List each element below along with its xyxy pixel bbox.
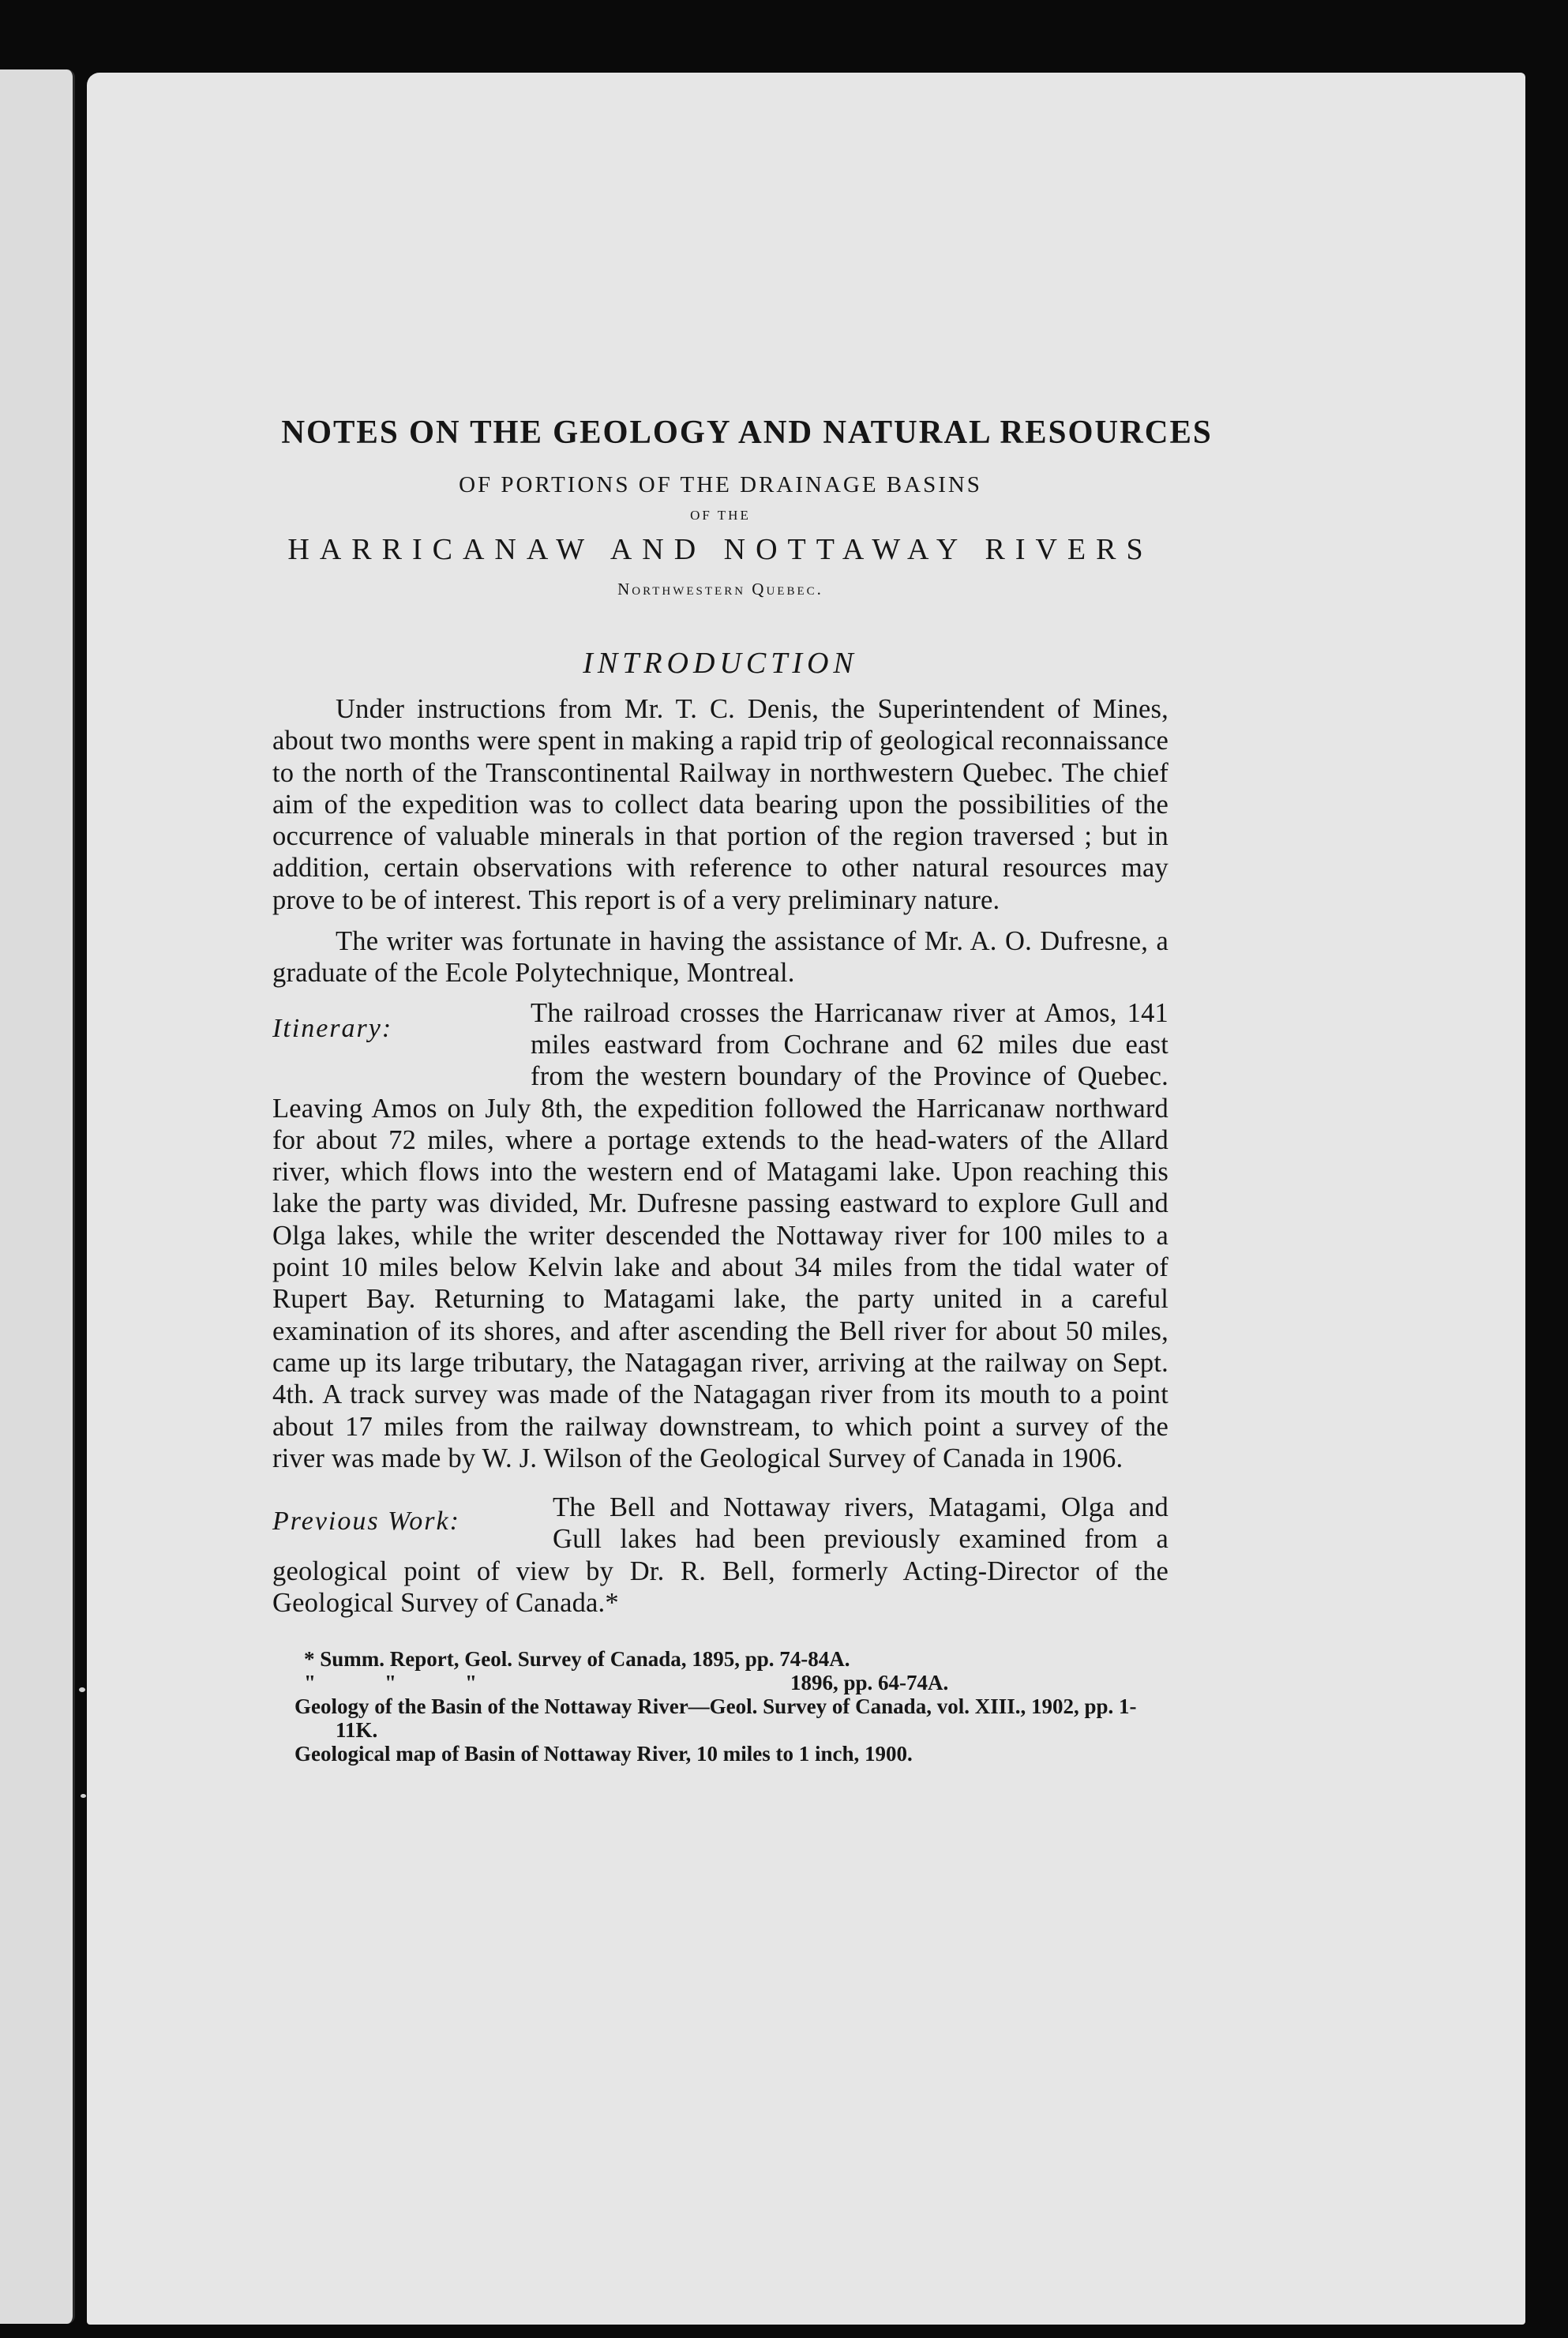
previous-work-side-heading: Previous Work: <box>272 1507 460 1537</box>
page-content <box>272 340 1213 1766</box>
subtitle-region: Northwestern Quebec. <box>617 580 823 599</box>
document-title: NOTES ON THE GEOLOGY AND NATURAL RESOURCES <box>281 415 1213 451</box>
ditto-mark: " <box>304 1671 316 1695</box>
itinerary-paragraph: The railroad crosses the Harricanaw river at Amos, 141 miles eastward from Cochrane and 62 miles due east from the western boundary of the Province of Quebec. Leaving Amos on July 8th, the expedition followed the Harricanaw northward for about 72 miles, where a portage extends to the head-waters of the Allard river, which flows into the western end of Matagami lake. Upon reaching this lake the party was divided, Mr. Dufresne passing eastward to explore Gull and Olga lakes, while the writer descended the Nottaway river for 100 miles to a point 10 miles below Kelvin lake and about 34 miles from the tidal water of Rupert Bay. Returning to Matagami lake, the party united in a careful examination of its shores, and after ascending the Bell river for about 50 miles, came up its large tributary, the Natagagan river, arriving at the railway on Sept. 4th. A track survey was made of the Natagagan river from its mouth to a point about 17 miles from the railway downstream, to which point a survey of the river was made by W. J. Wilson of the Geological Survey of Canada in 1906. <box>272 997 1168 1473</box>
introduction-paragraph-1: Under instructions from Mr. T. C. Denis, the Superintendent of Mines, about two months were spent in making a rapid trip of geological reconnaissance to the north of the Transcontinental Railway in northwestern Quebec. The chief aim of the expedition was to collect data bearing upon the possibilities of the occurrence of valuable minerals in that portion of the region traversed ; but in addition, certain observations with reference to other natural resources may prove to be of interest. This report is of a very preliminary nature. <box>272 694 1168 915</box>
subtitle-of-the: OF THE <box>690 508 751 523</box>
previous-work-paragraph: The Bell and Nottaway rivers, Matagami, Olga and Gull lakes had been previously examined from a geological point of view by Dr. R. Bell, formerly Acting-Director of the Geological Survey of Canada.* <box>272 1492 1168 1619</box>
subtitle-rivers: HARRICANAW AND NOTTAWAY RIVERS <box>287 533 1153 566</box>
margin-speck <box>79 1687 85 1692</box>
footnote-summary-report-1896 <box>272 1671 1168 1694</box>
ditto-mark: " <box>384 1671 396 1695</box>
section-heading-introduction: INTRODUCTION <box>583 647 858 680</box>
footnote-summary-report-1895: * Summ. Report, Geol. Survey of Canada, 1895, pp. 74-84A. <box>304 1647 850 1672</box>
adjacent-page-edge <box>0 69 75 2324</box>
margin-speck <box>81 1794 86 1798</box>
ditto-mark: " <box>465 1671 477 1695</box>
previous-work-section <box>272 1492 1168 1619</box>
footnotes <box>272 1647 1168 1766</box>
itinerary-side-heading: Itinerary: <box>272 1013 393 1043</box>
itinerary-section <box>272 997 1168 1474</box>
subtitle-drainage-basins: OF PORTIONS OF THE DRAINAGE BASINS <box>459 472 982 497</box>
footnote-geology-nottaway-basin: Geology of the Basin of the Nottaway River—Geol. Survey of Canada, vol. XIII., 1902, pp. 1-11K. <box>294 1694 1137 1743</box>
introduction-paragraph-2: The writer was fortunate in having the assistance of Mr. A. O. Dufresne, a graduate of the Ecole Polytechnique, Montreal. <box>272 926 1168 989</box>
footnote-geological-map: Geological map of Basin of Nottaway River, 10 miles to 1 inch, 1900. <box>294 1742 913 1766</box>
footnote-1896-pages: 1896, pp. 64-74A. <box>790 1671 949 1695</box>
